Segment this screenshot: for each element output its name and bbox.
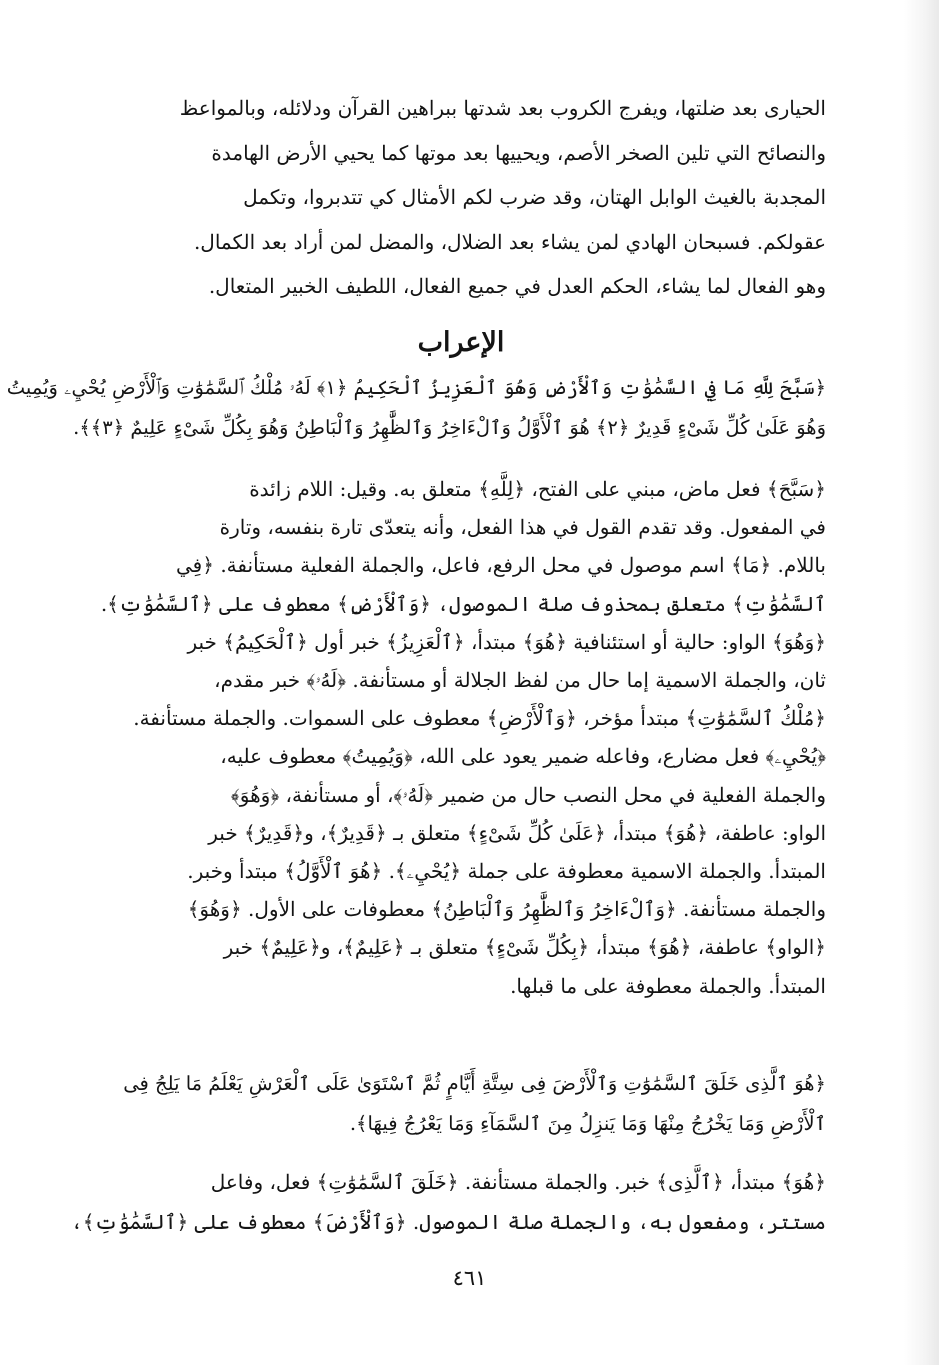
quran-verses-2 xyxy=(96,1064,826,1144)
page-number: ٤٦١ xyxy=(452,1266,487,1290)
text-line: والجملة مستأنفة. ﴿وَٱلْءَاخِرُ وَٱلظَّٰهِرُ وَٱلْبَاطِنُ﴾ معطوفات على الأول. ﴿وَهُوَ﴾ xyxy=(187,897,826,922)
text-line: ﴿الواو﴾ عاطفة، ﴿هُوَ﴾ مبتدأ، ﴿بِكُلِّ شَىْءٍ﴾ متعلق بـ ﴿عَلِيمٌ﴾، و﴿عَلِيمٌ﴾ خبر xyxy=(223,935,826,960)
text-line: المبتدأ. والجملة الاسمية معطوفة على جملة ﴿يُحْيِۦ﴾. ﴿هُوَ ٱلْأَوَّلُ﴾ مبتدأ وخبر. xyxy=(187,859,826,884)
text-line: عقولكم. فسبحان الهادي لمن يشاء بعد الضلال، والمضل لمن أراد بعد الكمال. xyxy=(193,229,826,254)
text-line: الواو: عاطفة، ﴿هُوَ﴾ مبتدأ، ﴿عَلَىٰ كُلِّ شَىْءٍ﴾ متعلق بـ ﴿قَدِيرٌ﴾، و﴿قَدِيرٌ﴾ خبر xyxy=(208,820,826,845)
verse-line: ٱلْأَرْضِ وَمَا يَخْرُجُ مِنْهَا وَمَا يَنزِلُ مِنَ ٱلسَّمَآءِ وَمَا يَعْرُجُ فِيهَا﴾. xyxy=(349,1112,826,1135)
grammar-paragraph-1 xyxy=(96,470,826,1005)
text-line: ٱلسَّمَٰوَٰتِ﴾ متعلق بمحذوف صلة الموصول، ﴿وَٱلْأَرْضِ﴾ معطوف على ﴿ٱلسَّمَٰوَٰتِ﴾. xyxy=(100,591,826,616)
text-line: ﴿مُلْكُ ٱلسَّمَٰوَٰتِ﴾ مبتدأ مؤخر، ﴿وَٱلْأَرْضِ﴾ معطوف على السموات. والجملة مستأنفة. xyxy=(133,706,826,731)
text-line: ثان، والجملة الاسمية إما حال من لفظ الجلالة أو مستأنفة. ﴿لَهُۥ﴾ خبر مقدم، xyxy=(214,668,826,693)
text-line: المجدبة بالغيث الوابل الهتان، وقد ضرب لكم الأمثال كي تتدبروا، وتكمل xyxy=(243,185,826,209)
text-line: مستتر، ومفعول به، والجملة صلة الموصول. ﴿وَٱلْأَرْضَ﴾ معطوف على ﴿ٱلسَّمَٰوَٰتِ﴾، xyxy=(71,1210,826,1234)
quran-verses-1 xyxy=(6,368,826,448)
verse-line: وَهُوَ عَلَىٰ كُلِّ شَىْءٍ قَدِيرٌ ﴿٢﴾ هُوَ ٱلْأَوَّلُ وَٱلْءَاخِرُ وَٱلظَّٰهِرُ وَٱلْبَاطِنُ وَهُوَ بِكُلِّ شَىْءٍ عَلِيمٌ ﴿٣﴾﴾. xyxy=(73,416,826,439)
grammar-paragraph-2 xyxy=(71,1162,826,1242)
text-line: ﴿سَبَّحَ﴾ فعل ماض، مبني على الفتح، ﴿لِلَّهِ﴾ متعلق به. وقيل: اللام زائدة xyxy=(249,477,826,501)
text-line: الحيارى بعد ضلتها، ويفرج الكروب بعد شدتها ببراهين القرآن ودلائله، وبالمواعظ xyxy=(179,96,826,120)
section-heading: الإعراب xyxy=(417,327,505,358)
text-line: والجملة الفعلية في محل النصب حال من ضمير ﴿لَهُۥ﴾، أو مستأنفة، ﴿وَهُوَ﴾ xyxy=(230,782,826,807)
verse-line: ﴿سَبَّحَ لِلَّهِ مَا فِي السَّمَٰوَٰتِ وَٱلْأَرْضِ وَهُوَ ٱلْعَزِيزُ ٱلْحَكِيمُ ﴿١﴾ لَهُۥ مُلْكُ ٱلسَّمَٰوَٰتِ وَٱلْأَرْضِ يُحْيِۦ وَيُمِيتُ xyxy=(6,376,826,399)
binding-shadow xyxy=(904,0,939,1365)
text-line: ﴿يُحْيِۦ﴾ فعل مضارع، وفاعله ضمير يعود على الله، ﴿وَيُمِيتُ﴾ معطوف عليه، xyxy=(220,744,826,769)
text-line: باللام. ﴿مَا﴾ اسم موصول في محل الرفع، فاعل، والجملة الفعلية مستأنفة. ﴿فِي xyxy=(176,553,826,578)
text-line: وهو الفعال لما يشاء، الحكم العدل في جميع الفعال، اللطيف الخبير المتعال. xyxy=(208,274,826,298)
verse-line: ﴿هُوَ ٱلَّذِى خَلَقَ ٱلسَّمَٰوَٰتِ وَٱلْأَرْضَ فِى سِتَّةِ أَيَّامٍ ثُمَّ ٱسْتَوَىٰ عَلَى ٱلْعَرْشِ يَعْلَمُ مَا يَلِجُ فِى xyxy=(123,1072,826,1095)
text-line: المبتدأ. والجملة معطوفة على ما قبلها. xyxy=(510,973,826,998)
text-line: والنصائح التي تلين الصخر الأصم، ويحييها بعد موتها كما يحيي الأرض الهامدة xyxy=(211,140,826,165)
text-line: ﴿هُوَ﴾ مبتدأ، ﴿ٱلَّذِى﴾ خبر. والجملة مستأنفة. ﴿خَلَقَ ٱلسَّمَٰوَٰتِ﴾ فعل، وفاعل xyxy=(210,1170,826,1194)
text-line: ﴿وَهُوَ﴾ الواو: حالية أو استئنافية ﴿هُوَ﴾ مبتدأ، ﴿ٱلْعَزِيزُ﴾ خبر أول ﴿ٱلْحَكِيمُ﴾ خبر xyxy=(187,629,826,654)
intro-paragraph xyxy=(96,86,826,309)
text-line: في المفعول. وقد تقدم القول في هذا الفعل، وأنه يتعدّى تارة بنفسه، وتارة xyxy=(219,515,826,540)
